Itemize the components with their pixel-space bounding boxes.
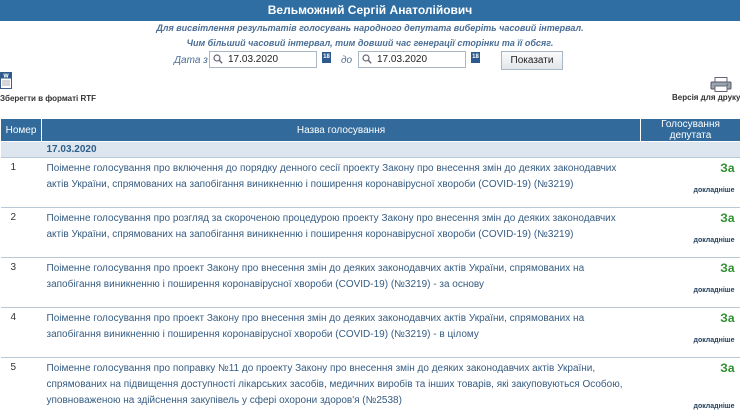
rtf-document-icon[interactable] — [0, 72, 12, 89]
vote-title-link[interactable]: Поіменне голосування про проект Закону про внесення змін до деяких законодавчих актів України, спрямованих на запобігання виникненню і поширення коронавірусної хвороби (COVID-19) (№3219) - за основу — [42, 258, 641, 308]
vote-title-link[interactable]: Поіменне голосування про поправку №11 до проекту Закону про внесення змін до деяких законодавчих актів України, спрямованих на підвищення доступності лікарських засобів, медичних виробів та інших товарів, які закуповуються Особою, уповноваженою на здійснення закупівель у сфері охорони здоров'я (№2538) — [42, 358, 641, 413]
date-filter — [0, 51, 740, 71]
date-to-label: до — [341, 55, 353, 66]
table-row — [1, 358, 740, 413]
table-row — [1, 308, 740, 358]
print-version-link[interactable]: Версія для друку — [672, 93, 740, 102]
save-rtf-link[interactable]: Зберегти в форматі RTF — [0, 94, 97, 103]
date-from-value: 17.03.2020 — [228, 54, 279, 65]
details-link[interactable]: докладніше — [693, 337, 735, 344]
table-row — [1, 158, 740, 208]
show-button[interactable]: Показати — [501, 51, 563, 70]
details-link[interactable]: докладніше — [693, 403, 735, 410]
table-row — [1, 208, 740, 258]
date-to-field[interactable] — [358, 51, 466, 68]
vote-number: 5 — [1, 358, 42, 413]
column-header-title: Назва голосування — [42, 119, 641, 142]
vote-result-cell — [641, 208, 740, 258]
vote-result: За — [720, 161, 735, 175]
date-to-value: 17.03.2020 — [377, 54, 428, 65]
votes-table — [0, 118, 740, 413]
calendar-from-icon[interactable]: 18 — [322, 52, 331, 63]
date-group-label: 17.03.2020 — [1, 142, 740, 158]
printer-icon[interactable] — [710, 77, 732, 92]
vote-title-link[interactable]: Поіменне голосування про розгляд за скороченою процедурою проекту Закону про внесення змін до деяких законодавчих актів України, спрямованих на запобігання виникненню і поширення коронавірусної хвороби (COVID-19) (№3219) — [42, 208, 641, 258]
column-header-number: Номер — [1, 119, 42, 142]
vote-result: За — [720, 361, 735, 375]
vote-number: 1 — [1, 158, 42, 208]
vote-result: За — [720, 211, 735, 225]
date-group-row — [1, 142, 740, 158]
deputy-name-title: Вельможний Сергій Анатолійович — [0, 0, 740, 21]
vote-result: За — [720, 261, 735, 275]
instruction-line-2: Чим більший часовий інтервал, тим довший час генерації сторінки та її обсяг. — [186, 38, 554, 48]
search-icon — [213, 54, 223, 64]
vote-result-cell — [641, 158, 740, 208]
table-row — [1, 258, 740, 308]
details-link[interactable]: докладніше — [693, 287, 735, 294]
svg-text:W: W — [3, 73, 9, 80]
calendar-to-icon[interactable]: 18 — [471, 52, 480, 63]
details-link[interactable]: докладніше — [693, 187, 735, 194]
vote-number: 2 — [1, 208, 42, 258]
vote-result-cell — [641, 358, 740, 413]
vote-result-cell — [641, 258, 740, 308]
table-header-row — [1, 119, 740, 142]
date-from-field[interactable] — [209, 51, 317, 68]
date-from-label: Дата з — [174, 55, 208, 66]
vote-title-link[interactable]: Поіменне голосування про проект Закону про внесення змін до деяких законодавчих актів України, спрямованих на запобігання виникненню і поширення коронавірусної хвороби (COVID-19) (№3219) - в цілому — [42, 308, 641, 358]
vote-number: 3 — [1, 258, 42, 308]
vote-result: За — [720, 311, 735, 325]
vote-result-cell — [641, 308, 740, 358]
instruction-line-1: Для висвітлення результатів голосувань народного депутата виберіть часовий інтервал. — [156, 23, 584, 33]
vote-number: 4 — [1, 308, 42, 358]
details-link[interactable]: докладніше — [693, 237, 735, 244]
vote-title-link[interactable]: Поіменне голосування про включення до порядку денного сесії проекту Закону про внесення змін до деяких законодавчих актів України, спрямованих на запобігання виникненню і поширення коронавірусної хвороби (COVID-19) (№3219) — [42, 158, 641, 208]
column-header-vote: Голосування депутата — [641, 119, 740, 142]
search-icon — [362, 54, 372, 64]
